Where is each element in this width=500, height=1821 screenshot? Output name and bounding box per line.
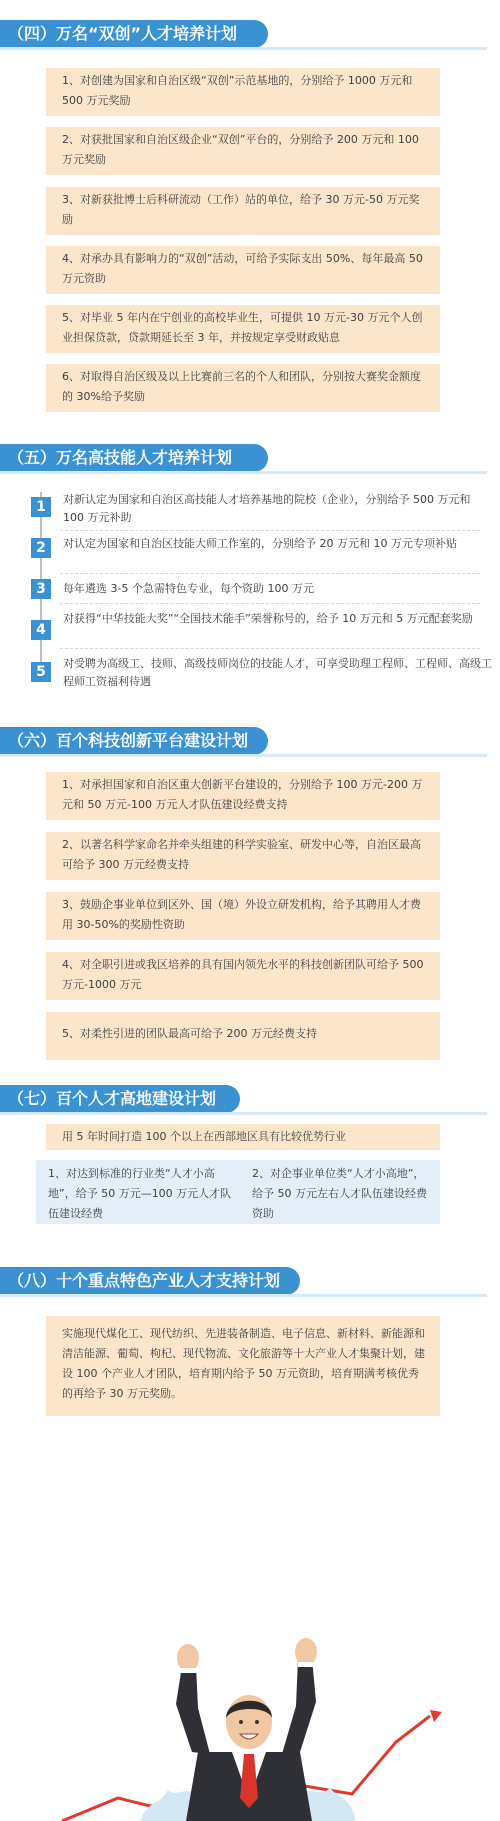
section7-intro: 用 5 年时间打造 100 个以上在西部地区具有比较优势行业 (46, 1124, 440, 1150)
section4-item-6: 6、对取得自治区级及以上比赛前三名的个人和团队，分别按大赛奖金额度的 30%给予奖励 (46, 364, 440, 412)
section4-title: （四）万名“双创”人才培养计划 (0, 20, 268, 48)
section5-number-2: 2 (31, 538, 51, 558)
section5-number-5: 5 (31, 662, 51, 682)
right-arm (282, 1658, 316, 1754)
section5-divider (0, 471, 487, 474)
section7-divider (0, 1112, 487, 1115)
section6-item-3: 3、鼓励企事业单位到区外、国（境）外设立研发机构，给予其聘用人才费用 30-50%的奖励性资助 (46, 892, 440, 940)
celebration-illustration (0, 1630, 500, 1821)
section5-item-1: 对新认定为国家和自治区高技能人才培养基地的院校（企业），分别给予 500 万元和 100 万元补助 (63, 493, 471, 524)
section8-text: 实施现代煤化工、现代纺织、先进装备制造、电子信息、新材料、新能源和清洁能源、葡萄、枸杞、现代物流、文化旅游等十大产业人才集聚计划，建设 100 个产业人才团队，培育期内给予 50 万元资助，培育期满考核优秀的再给予 30 万元奖励。 (46, 1316, 440, 1416)
section7-item-right: 2、对企事业单位类“人才小高地”，给予 50 万元左右人才队伍建设经费资助 (242, 1160, 440, 1224)
celebrating-man-icon (0, 1630, 500, 1821)
section6-item-5: 5、对柔性引进的团队最高可给予 200 万元经费支持 (46, 1012, 440, 1060)
section5-item-4: 对获得“中华技能大奖”“全国技术能手”荣誉称号的，给予 10 万元和 5 万元配套奖励 (63, 612, 473, 625)
section5-item-5: 对受聘为高级工、技师、高级技师岗位的技能人才，可享受助理工程师、工程师、高级工程师工资福利待遇 (63, 657, 492, 688)
left-arm (176, 1666, 210, 1754)
section5-separator (60, 648, 480, 649)
section7-item-left: 1、对达到标准的行业类“人才小高地”，给予 50 万元—100 万元人才队伍建设经费 (36, 1160, 242, 1224)
section6-title: （六）百个科技创新平台建设计划 (0, 727, 268, 755)
section8-title: （八）十个重点特色产业人才支持计划 (0, 1267, 300, 1295)
section8-divider (0, 1294, 487, 1297)
right-hand (295, 1638, 317, 1666)
section5-number-3: 3 (31, 579, 51, 599)
section6-divider (0, 754, 487, 757)
section4-item-1: 1、对创建为国家和自治区级“双创”示范基地的，分别给予 1000 万元和 500 万元奖励 (46, 68, 440, 116)
section5-number-4: 4 (31, 620, 51, 640)
section5-separator (60, 573, 480, 574)
section4-item-3: 3、对新获批博士后科研流动（工作）站的单位，给予 30 万元-50 万元奖励 (46, 187, 440, 235)
section6-item-2: 2、以著名科学家命名并牵头组建的科学实验室、研发中心等，自治区最高可给予 300 万元经费支持 (46, 832, 440, 880)
section4-item-4: 4、对承办具有影响力的“双创”活动，可给予实际支出 50%、每年最高 50 万元资助 (46, 246, 440, 294)
section6-item-1: 1、对承担国家和自治区重大创新平台建设的，分别给予 100 万元-200 万元和 50 万元-100 万元人才队伍建设经费支持 (46, 772, 440, 820)
section6-item-4: 4、对全职引进或我区培养的具有国内领先水平的科技创新团队可给予 500 万元-1000 万元 (46, 952, 440, 1000)
trend-arrow-icon (430, 1710, 442, 1722)
section4-item-2: 2、对获批国家和自治区级企业“双创”平台的，分别给予 200 万元和 100 万元奖励 (46, 127, 440, 175)
section4-item-5: 5、对毕业 5 年内在宁创业的高校毕业生，可提供 10 万元-30 万元个人创业担保贷款，贷款期延长至 3 年，并按规定享受财政贴息 (46, 305, 440, 353)
section4-divider (0, 47, 487, 50)
section7-title: （七）百个人才高地建设计划 (0, 1085, 240, 1113)
left-hand (177, 1644, 199, 1672)
section5-title: （五）万名高技能人才培养计划 (0, 444, 268, 472)
section5-item-2: 对认定为国家和自治区技能大师工作室的，分别给予 20 万元和 10 万元专项补贴 (63, 537, 457, 550)
section5-separator (60, 603, 480, 604)
section5-item-3: 每年遴选 3-5 个急需特色专业，每个资助 100 万元 (63, 582, 314, 595)
section5-separator (60, 530, 480, 531)
section5-number-1: 1 (31, 497, 51, 517)
